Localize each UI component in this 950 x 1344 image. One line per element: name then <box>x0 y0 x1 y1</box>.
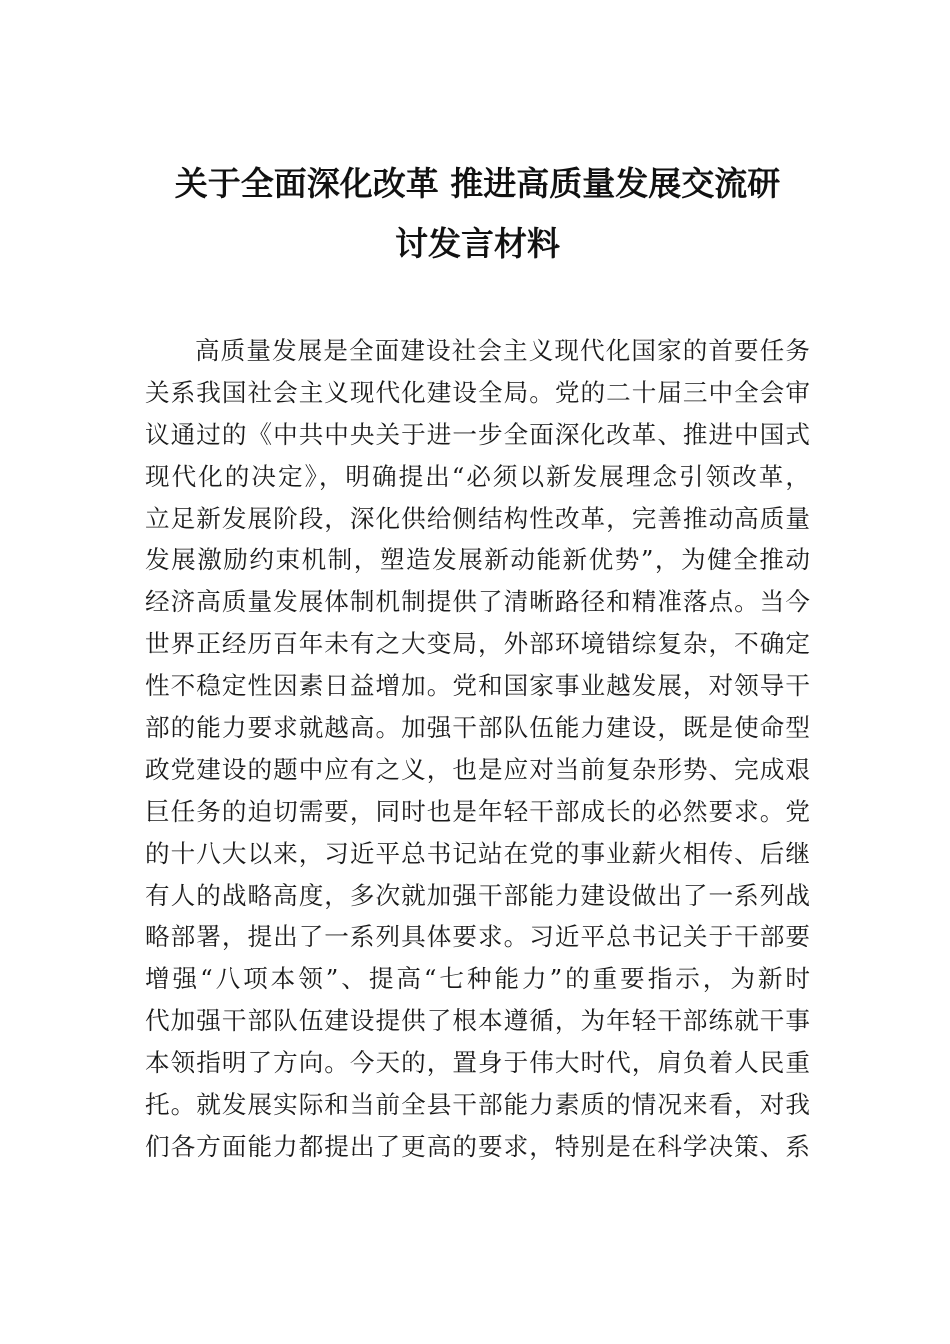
title-line-1: 关于全面深化改革 推进高质量发展交流研 <box>174 164 781 203</box>
document-title <box>145 154 810 274</box>
body-line: 现代化的决定》，明确提出“必须以新发展理念引领改革， <box>145 461 810 491</box>
body-line: 议通过的《中共中央关于进一步全面深化改革、推进中国式 <box>145 419 810 449</box>
body-line: 巨任务的迫切需要，同时也是年轻干部成长的必然要求。党 <box>145 796 810 826</box>
body-line: 经济高质量发展体制机制提供了清晰路径和精准落点。当今 <box>145 587 810 617</box>
body-line: 政党建设的题中应有之义，也是应对当前复杂形势、完成艰 <box>145 754 810 784</box>
body-line: 高质量发展是全面建设社会主义现代化国家的首要任务 <box>195 336 810 365</box>
body-line: 增强“八项本领”、提高“七种能力”的重要指示，为新时 <box>145 964 810 994</box>
body-line: 性不稳定性因素日益增加。党和国家事业越发展，对领导干 <box>145 671 810 701</box>
body-line: 世界正经历百年未有之大变局，外部环境错综复杂，不确定 <box>145 629 810 659</box>
body-line: 发展激励约束机制，塑造发展新动能新优势”，为健全推动 <box>145 545 810 575</box>
body-line: 略部署，提出了一系列具体要求。习近平总书记关于干部要 <box>145 922 810 952</box>
body-line: 部的能力要求就越高。加强干部队伍能力建设，既是使命型 <box>145 713 810 743</box>
body-line: 立足新发展阶段，深化供给侧结构性改革，完善推动高质量 <box>145 503 810 533</box>
body-line: 们各方面能力都提出了更高的要求，特别是在科学决策、系 <box>145 1131 810 1161</box>
body-paragraph <box>145 330 810 1168</box>
body-line: 代加强干部队伍建设提供了根本遵循，为年轻干部练就干事 <box>145 1006 810 1036</box>
body-line: 有人的战略高度，多次就加强干部能力建设做出了一系列战 <box>145 880 810 910</box>
body-line: 的十八大以来，习近平总书记站在党的事业薪火相传、后继 <box>145 838 810 868</box>
title-line-2: 讨发言材料 <box>395 224 560 263</box>
body-line: 本领指明了方向。今天的，置身于伟大时代，肩负着人民重 <box>145 1048 810 1078</box>
body-line: 关系我国社会主义现代化建设全局。党的二十届三中全会审 <box>145 377 810 407</box>
body-line: 托。就发展实际和当前全县干部能力素质的情况来看，对我 <box>145 1090 810 1120</box>
